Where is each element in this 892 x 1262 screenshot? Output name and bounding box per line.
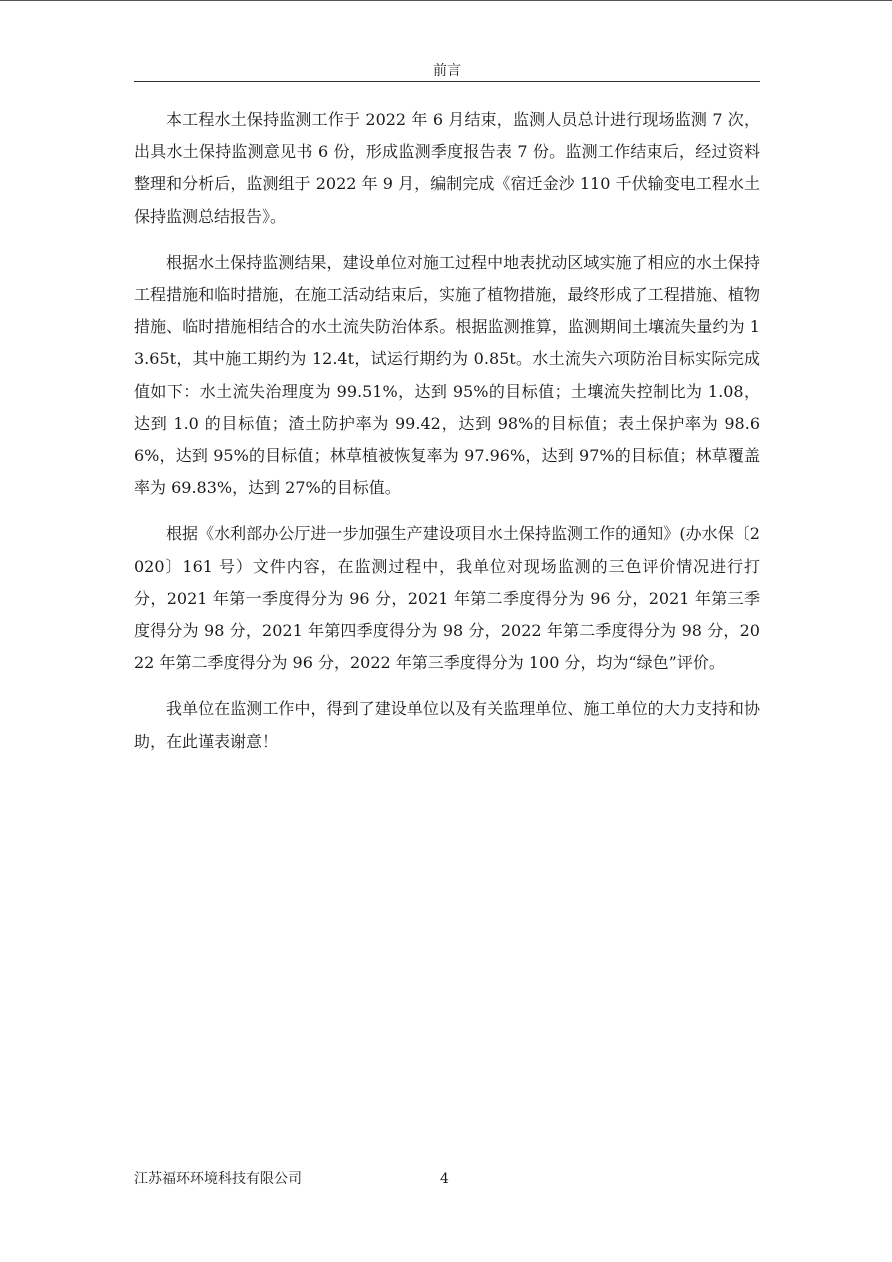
paragraph-three-color-evaluation: 根据《水利部办公厅进一步加强生产建设项目水土保持监测工作的通知》(办水保〔2020〕161 号）文件内容，在监测过程中，我单位对现场监测的三色评价情况进行打分，2021 年第一季度得分为 96 分，2021 年第二季度得分为 96 分，2021 年第三季度得分为 98 分，2021 年第四季度得分为 98 分，2022 年第二季度得分为 98 分，2022 年第二季度得分为 96 分，2022 年第三季度得分为 100 分，均为“绿色”评价。 <box>134 524 760 673</box>
paragraph-monitoring-results: 根据水土保持监测结果，建设单位对施工过程中地表扰动区域实施了相应的水土保持工程措施和临时措施，在施工活动结束后，实施了植物措施，最终形成了工程措施、植物措施、临时措施相结合的水土流失防治体系。根据监测推算，监测期间土壤流失量约为 13.65t，其中施工期约为 12.4t，试运行期约为 0.85t。水土流失六项防治目标实际完成值如下：水土流失治理度为 99.51%，达到 95%的目标值；土壤流失控制比为 1.08，达到 1.0 的目标值；渣土防护率为 99.42，达到 98%的目标值；表土保护率为 98.66%，达到 95%的目标值；林草植被恢复率为 97.96%，达到 97%的目标值；林草覆盖率为 69.83%，达到 27%的目标值。 <box>134 252 760 498</box>
body-text <box>134 104 760 772</box>
page-top-border <box>0 0 892 1</box>
page-footer <box>134 1168 760 1190</box>
header-rule <box>134 81 760 82</box>
footer-company: 江苏福环环境科技有限公司 <box>134 1171 302 1187</box>
paragraph-acknowledgement: 我单位在监测工作中，得到了建设单位以及有关监理单位、施工单位的大力支持和协助，在此谨表谢意！ <box>134 699 760 751</box>
paragraph-monitoring-summary: 本工程水土保持监测工作于 2022 年 6 月结束，监测人员总计进行现场监测 7 次，出具水土保持监测意见书 6 份，形成监测季度报告表 7 份。监测工作结束后，经过资料整理和分析后，监测组于 2022 年 9 月，编制完成《宿迁金沙 110 千伏输变电工程水土保持监测总结报告》。 <box>134 110 760 226</box>
running-header: 前言 <box>433 63 461 79</box>
page-number: 4 <box>440 1171 449 1187</box>
